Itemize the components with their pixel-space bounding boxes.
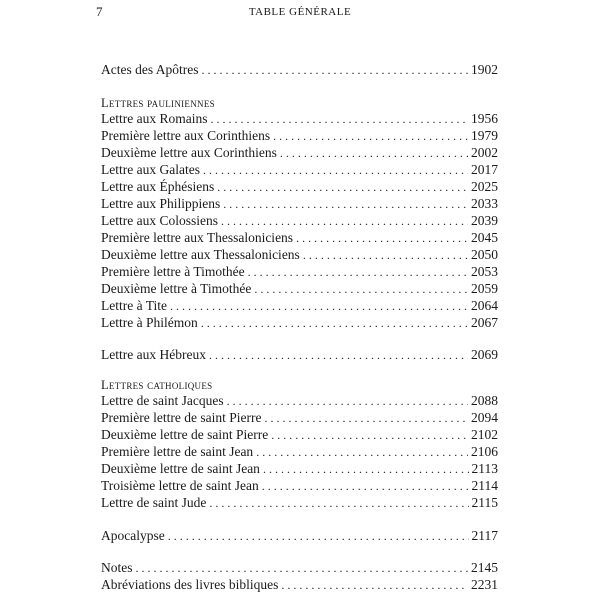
running-title: TABLE GÉNÉRALE	[248, 6, 352, 18]
toc-entry[interactable]: Deuxième lettre aux Thessaloniciens . . . 2050	[101, 246, 498, 263]
toc-entry[interactable]: Deuxième lettre à Timothée . . . 2059	[101, 280, 498, 297]
toc-entry-abbreviations[interactable]: Abréviations des livres bibliques . . . 2231	[101, 576, 498, 593]
toc-entry[interactable]: Lettre aux Romains . . . 1956	[101, 110, 498, 127]
section-heading-catholic: Lettres catholiques	[101, 378, 213, 392]
toc-entry[interactable]: Deuxième lettre de saint Jean . . . 2113	[101, 460, 498, 477]
toc-entry[interactable]: Première lettre aux Thessaloniciens . . . 2045	[101, 229, 498, 246]
toc-entry[interactable]: Lettre à Philémon . . . 2067	[101, 314, 498, 331]
section-heading-pauline: Lettres pauliniennes	[101, 96, 215, 110]
toc-entry-notes[interactable]: Notes . . . 2145	[101, 559, 498, 576]
toc-entry[interactable]: Lettre aux Philippiens . . . 2033	[101, 195, 498, 212]
toc-entry[interactable]: Deuxième lettre de saint Pierre . . . 2102	[101, 426, 498, 443]
toc-entry[interactable]: Lettre de saint Jude . . . 2115	[101, 494, 498, 511]
toc-entry[interactable]: Première lettre de saint Jean . . . 2106	[101, 443, 498, 460]
toc-entry[interactable]: Lettre aux Galates . . . 2017	[101, 161, 498, 178]
toc-entry[interactable]: Lettre à Tite . . . 2064	[101, 297, 498, 314]
toc-entry-actes[interactable]: Actes des Apôtres . . . 1902	[101, 61, 498, 78]
toc-entry[interactable]: Première lettre de saint Pierre . . . 2094	[101, 409, 498, 426]
page-number: 7	[96, 4, 103, 19]
toc-entry[interactable]: Troisième lettre de saint Jean . . . 2114	[101, 477, 498, 494]
toc-entry[interactable]: Première lettre aux Corinthiens . . . 1979	[101, 127, 498, 144]
toc-entry[interactable]: Lettre aux Colossiens . . . 2039	[101, 212, 498, 229]
toc-entry[interactable]: Première lettre à Timothée . . . 2053	[101, 263, 498, 280]
toc-entry-hebreux[interactable]: Lettre aux Hébreux . . . 2069	[101, 346, 498, 363]
toc-entry[interactable]: Lettre aux Éphésiens . . . 2025	[101, 178, 498, 195]
toc-entry-apocalypse[interactable]: Apocalypse . . . 2117	[101, 527, 498, 544]
toc-entry[interactable]: Deuxième lettre aux Corinthiens . . . 2002	[101, 144, 498, 161]
toc-entry[interactable]: Lettre de saint Jacques . . . 2088	[101, 392, 498, 409]
